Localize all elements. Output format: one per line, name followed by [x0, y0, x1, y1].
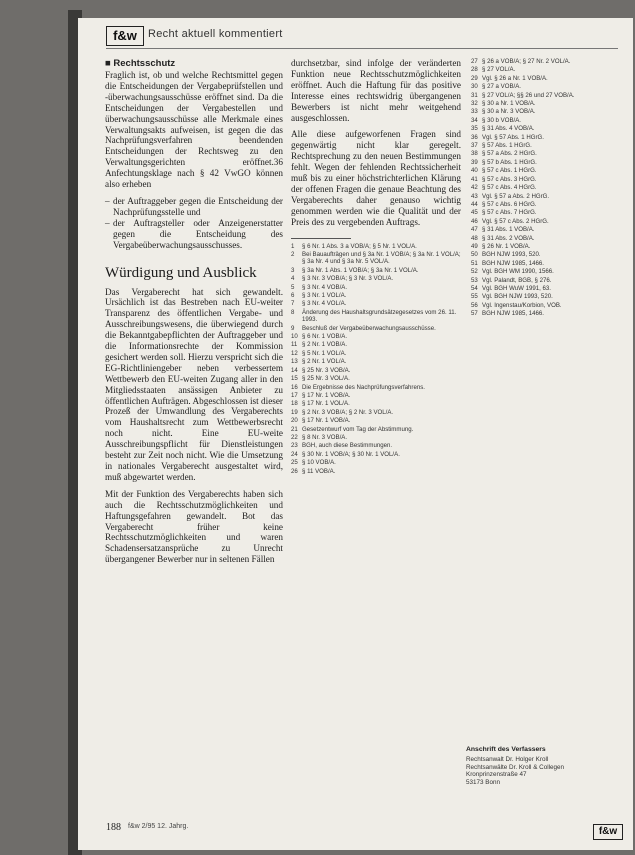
footnote — [471, 260, 621, 267]
footnote-text: § 17 Nr. 1 VOL/A. — [302, 400, 350, 408]
footnote-text: § 3a Nr. 1 Abs. 1 VOB/A; § 3a Nr. 1 VOL/A. — [302, 266, 419, 274]
footnote-number: 55 — [471, 293, 478, 301]
footnote — [291, 325, 461, 332]
footnote — [471, 150, 621, 157]
footnote-number: 32 — [471, 100, 478, 108]
footnote-number: 19 — [291, 408, 298, 416]
footnote-text: § 10 VOB/A. — [302, 459, 336, 467]
journal-logo: f&w — [106, 26, 144, 46]
footnote — [291, 442, 461, 449]
footnote-number: 44 — [471, 200, 478, 208]
footnote-number: 31 — [471, 91, 478, 99]
footnote-number: 38 — [471, 150, 478, 158]
footnote-number: 2 — [291, 251, 295, 258]
footnote-text: § 25 Nr. 3 VOL/A. — [302, 375, 350, 383]
footnote — [291, 367, 461, 374]
footnote-number: 25 — [291, 459, 298, 467]
footnote-number: 40 — [471, 167, 478, 175]
footnote-text: Die Ergebnisse des Nachprüfungsverfahrens. — [302, 383, 425, 391]
footnote-text: § 17 Nr. 1 VOB/A. — [302, 391, 351, 399]
footnote — [471, 293, 621, 300]
footnote-text: § 26 a VOB/A; § 27 Nr. 2 VOL/A. — [482, 58, 571, 65]
footnote-text: § 57 b Abs. 1 HGrG. — [482, 158, 537, 166]
journal-reference: f&w 2/95 12. Jahrg. — [128, 823, 189, 830]
footnote — [471, 142, 621, 149]
footnote-text: § 57 c Abs. 4 HGrG. — [482, 184, 537, 192]
footnote-number: 47 — [471, 226, 478, 234]
dash-list — [105, 196, 283, 251]
footnote-text: § 6 Nr. 1 Abs. 3 a VOB/A; § 5 Nr. 1 VOL/A. — [302, 242, 417, 250]
footnote-number: 33 — [471, 108, 478, 116]
footnote — [471, 167, 621, 174]
footnote-number: 30 — [471, 83, 478, 91]
footnote-text: § 31 Abs. 4 VOB/A. — [482, 125, 535, 133]
footnote-text: § 11 VOB/A. — [302, 467, 336, 475]
paragraph: Mit der Funktion des Vergaberechts haben sich auch die Rechtsschutzmöglichkeiten und Haftungsgefahren gewandelt. Bot das Vergaberecht früher keine Rechtsschutzmöglichkeiten und waren Schadensersatzansprüche zu Unrecht übergangener Bewerber nur in seltenen Fällen — [105, 488, 283, 565]
footnote — [471, 125, 621, 132]
footnote-text: § 57 c Abs. 7 HGrG. — [482, 209, 537, 217]
footnote-text: § 8 Nr. 3 VOB/A. — [302, 433, 348, 441]
footnote — [471, 117, 621, 124]
footnote — [471, 58, 621, 65]
list-item: – der Auftragsteller oder Anzeigenerstatter gegen die Entscheidung des Vergabeüberwachungsausschusses. — [105, 218, 283, 251]
footnote — [471, 100, 621, 107]
footnote-number: 45 — [471, 209, 478, 217]
footnote — [471, 251, 621, 258]
footnote-number: 54 — [471, 284, 478, 292]
footnote-number: 9 — [291, 324, 295, 332]
footnote-number: 42 — [471, 184, 478, 192]
footnote-number: 36 — [471, 133, 478, 141]
footnote-text: § 26 Nr. 1 VOB/A. — [482, 242, 531, 250]
footnote — [291, 426, 461, 433]
footnote-text: Vgl. § 57 a Abs. 2 HGrG. — [482, 192, 550, 200]
footnote-text: § 3 Nr. 4 VOL/A. — [302, 300, 347, 308]
footnote-text: § 31 Abs. 2 VOB/A. — [482, 234, 535, 242]
footnote — [471, 92, 621, 99]
footnote-text: Gesetzentwurf vom Tag der Abstimmung. — [302, 425, 414, 433]
footnote-number: 11 — [291, 341, 298, 349]
footnote-number: 43 — [471, 192, 478, 200]
footnote — [291, 384, 461, 391]
paragraph: durchsetzbar, sind infolge der veränderten Funktion neue Rechtsschutzmöglichkeiten eröffnet. Auch die Haftung für das positive Interesse eines rechtswidrig übergangenen Bewerbers ist nicht mehr weitgehend ausgeschlossen. — [291, 58, 461, 123]
subheading-rechtsschutz: ■ Rechtsschutz — [105, 58, 176, 69]
column-left — [105, 58, 283, 571]
footnote-text: § 27 VOL/A; §§ 26 und 27 VOB/A. — [482, 91, 575, 99]
footnote-text: § 30 a Nr. 3 VOB/A. — [482, 108, 536, 116]
footnote — [291, 392, 461, 399]
footnote-number: 53 — [471, 276, 478, 284]
footnote — [291, 251, 461, 266]
footnote-text: Vgl. § 57 c Abs. 2 HGrG. — [482, 217, 549, 225]
footnote — [291, 459, 461, 466]
list-item: – der Auftraggeber gegen die Entscheidung der Nachprüfungsstelle und — [105, 196, 283, 218]
footnote — [471, 235, 621, 242]
footnote-number: 16 — [291, 383, 298, 391]
section-title: Recht aktuell kommentiert — [148, 28, 283, 40]
footnote — [471, 83, 621, 90]
footnote — [471, 75, 621, 82]
footnote-number: 12 — [291, 349, 298, 357]
footnote-number: 23 — [291, 442, 298, 450]
footnote-number: 57 — [471, 310, 478, 318]
footnote-text: § 30 Nr. 1 VOB/A; § 30 Nr. 1 VOL/A. — [302, 450, 400, 458]
footnote-number: 20 — [291, 417, 298, 425]
address-line: Kronprinzenstraße 47 — [466, 771, 527, 779]
footnote-text: § 5 Nr. 1 VOL/A. — [302, 349, 347, 357]
footnote-number: 7 — [291, 300, 295, 308]
footnote — [291, 243, 461, 250]
column-middle — [291, 58, 461, 476]
footnote-text: § 31 Abs. 1 VOB/A. — [482, 226, 535, 234]
footnote-text: § 57 Abs. 1 HGrG. — [482, 142, 532, 150]
footnote-text: § 6 Nr. 1 VOB/A. — [302, 333, 348, 341]
footnote-text: Vgl. BGH NJW 1993, 520. — [482, 293, 553, 301]
footnote-text: § 2 Nr. 3 VOB/A; § 2 Nr. 3 VOL/A. — [302, 408, 394, 416]
footnote-text: Vgl. Palandt, BGB, § 276. — [482, 276, 552, 284]
footnote — [291, 300, 461, 307]
footnote — [291, 434, 461, 441]
footnote-divider — [291, 238, 351, 239]
footnote-number: 5 — [291, 283, 295, 291]
footnote-text: § 57 c Abs. 6 HGrG. — [482, 200, 537, 208]
footnote — [291, 333, 461, 340]
footnote-text: § 57 c Abs. 3 HGrG. — [482, 175, 537, 183]
address-line: 53173 Bonn — [466, 778, 500, 786]
footnote-number: 10 — [291, 333, 298, 341]
footnote — [471, 209, 621, 216]
footnote-text: § 30 b VOB/A. — [482, 116, 521, 124]
footnote-text: BGH NJW 1985, 1466. — [482, 259, 544, 267]
footnote-number: 56 — [471, 301, 478, 309]
footnote-text: § 57 c Abs. 1 HGrG. — [482, 167, 537, 175]
footnote — [291, 451, 461, 458]
footnote — [471, 193, 621, 200]
footnote — [291, 375, 461, 382]
footer-logo: f&w — [593, 824, 623, 840]
footnote — [471, 218, 621, 225]
footnote — [291, 341, 461, 348]
footnote — [471, 310, 621, 317]
footnote — [471, 184, 621, 191]
page-number: 188 — [106, 822, 121, 833]
paragraph: Alle diese aufgeworfenen Fragen sind gegenwärtig nicht klar geregelt. Rechtsprechung zu den neuen Bestimmungen fehlt. Wegen der fehlenden Rechtssicherheit muß bis zu einer höchstrichterlichen Klärung der offenen Fragen die genaue Beachtung des Vergaberechts daher genauso wichtig genommen werden wie die Qualität und der Preis des zu vergebenden Auftrags. — [291, 129, 461, 227]
footnote-number: 29 — [471, 74, 478, 82]
footnote — [291, 292, 461, 299]
footnote-number: 34 — [471, 116, 478, 124]
footnote-text: Vgl. BGH WuW 1991, 63. — [482, 284, 551, 292]
footnote — [291, 417, 461, 424]
footnote — [291, 409, 461, 416]
footnote-text: Vgl. Ingenstau/Korbion, VOB. — [482, 301, 562, 309]
footnote — [471, 285, 621, 292]
footnote-text: § 57 a Abs. 2 HGrG. — [482, 150, 537, 158]
footnote-number: 14 — [291, 366, 298, 374]
footnote-number: 27 — [471, 58, 478, 65]
running-header — [106, 24, 618, 49]
footnote-number: 46 — [471, 217, 478, 225]
footnote-number: 3 — [291, 266, 295, 274]
footnote-number: 37 — [471, 142, 478, 150]
footnote — [291, 267, 461, 274]
paragraph: Das Vergaberecht hat sich gewandelt. Ursächlich ist das Bestreben nach EU-weiter Transparenz des öffentlichen Vergabe- und Ausschreibungswesens, die überwiegend durch die Bekanntgabepflichten der Auftraggeber und die Informationsrechte der Kommission gesichert werden soll. Hierzu verspricht sich die EG-Richtliniengeber neben verbessertem Wettbewerb den EU-weiten Zugang aller in den Mitgliedsstaaten ansässigen Anbieter zu öffentlichen Aufträgen. Abgeschlossen ist dieser Prozeß der Umwandlung des Vergaberechts vom Haushaltsrecht zum Wettbewerbsrecht noch nicht. Eine EU-weite Ausschreibungspflicht für Dienstleistungen besteht zur Zeit noch nicht. Wie die Umsetzung in nationales Vergaberecht ausgestaltet wird, muß abgewartet werden. — [105, 286, 283, 482]
footnote — [471, 302, 621, 309]
footnote-number: 8 — [291, 308, 295, 316]
footnote-number: 24 — [291, 450, 298, 458]
footnote-number: 15 — [291, 375, 298, 383]
footnotes-middle — [291, 243, 461, 475]
footnote-text: Änderung des Haushaltsgrundsätzegesetzes vom 26. 11. 1993. — [302, 308, 457, 324]
footnote — [471, 277, 621, 284]
author-address — [466, 746, 616, 786]
footnote-text: § 3 Nr. 1 VOL/A. — [302, 292, 347, 300]
footnote — [471, 159, 621, 166]
footnote-text: BGH NJW 1985, 1466. — [482, 310, 544, 318]
footnote-text: § 3 Nr. 3 VOB/A; § 3 Nr. 3 VOL/A. — [302, 275, 394, 283]
footnote — [471, 108, 621, 115]
footnote — [471, 268, 621, 275]
paragraph: Fraglich ist, ob und welche Rechtsmittel gegen die Entscheidungen der Vergabeprüfstellen und -überwachungsausschüsse eröffnet sind. Da die Entscheidungen der Vergabestellen und überwachungsausschüsse alle Merkmale eines Verwaltungsakts aufweisen, ist gegen die das Nachprüfungsverfahren beendenden Entscheidungen der Rechtsweg zu den Verwaltungsgerichten eröffnet.36 Anfechtungsklage nach § 42 VwGO können also erheben — [105, 70, 283, 190]
footnote-text: Beschluß der Vergabeüberwachungsausschüsse. — [302, 324, 436, 332]
footnote-number: 51 — [471, 259, 478, 267]
footnote-number: 17 — [291, 391, 298, 399]
footnote — [291, 358, 461, 365]
footnote-text: § 2 Nr. 1 VOL/A. — [302, 358, 347, 366]
footnote-number: 4 — [291, 275, 295, 283]
address-line: Rechtsanwälte Dr. Kroll & Collegen — [466, 763, 564, 771]
footnote-number: 6 — [291, 292, 295, 300]
footnote — [471, 226, 621, 233]
footnote-text: BGH, auch diese Bestimmungen. — [302, 442, 393, 450]
footnote-text: § 3 Nr. 4 VOB/A. — [302, 283, 348, 291]
footnote-number: 35 — [471, 125, 478, 133]
footnote-number: 41 — [471, 175, 478, 183]
footnote — [471, 176, 621, 183]
footnote-text: BGH NJW 1993, 520. — [482, 251, 541, 259]
address-line: Rechtsanwalt Dr. Holger Kroll — [466, 756, 549, 763]
footnote-text: § 17 Nr. 1 VOB/A. — [302, 417, 351, 425]
footnote-number: 26 — [291, 467, 298, 475]
footnote-number: 21 — [291, 425, 298, 433]
footnote-number: 28 — [471, 66, 478, 74]
footnote — [471, 134, 621, 141]
footnote — [291, 400, 461, 407]
footnote — [291, 309, 461, 324]
footnote-number: 13 — [291, 358, 298, 366]
section-heading: Würdigung und Ausblick — [105, 264, 257, 281]
footnote-number: 1 — [291, 242, 295, 250]
document-page — [78, 18, 633, 850]
footnote-text: § 25 Nr. 3 VOB/A. — [302, 366, 351, 374]
footnote-text: Vgl. BGH WM 1990, 1566. — [482, 268, 554, 276]
footnote — [471, 66, 621, 73]
footnote-text: Vgl. § 57 Abs. 1 HGrG. — [482, 133, 544, 141]
footnote — [291, 350, 461, 357]
footnote-number: 50 — [471, 251, 478, 259]
footnote-text: § 27 a VOB/A. — [482, 83, 521, 91]
footnote-number: 18 — [291, 400, 298, 408]
footnote — [291, 275, 461, 282]
footnote-number: 48 — [471, 234, 478, 242]
footnote-text: § 30 a Nr. 1 VOB/A. — [482, 100, 536, 108]
footnote-text: § 2 Nr. 1 VOB/A. — [302, 341, 348, 349]
footnote-text: Vgl. § 26 a Nr. 1 VOB/A. — [482, 74, 548, 82]
footnote-number: 39 — [471, 158, 478, 166]
footnote-number: 52 — [471, 268, 478, 276]
author-address-title: Anschrift des Verfassers — [466, 746, 546, 753]
footnote-text: § 27 VOL/A. — [482, 66, 516, 74]
footnote — [291, 468, 461, 475]
footnote — [471, 201, 621, 208]
footnotes-right — [471, 58, 621, 318]
footnote-number: 22 — [291, 433, 298, 441]
footnote — [471, 243, 621, 250]
footnote-text: Bei Bauaufträgen und § 3a Nr. 1 VOB/A; § 3a Nr. 1 VOL/A; § 3a Nr. 4 und § 3a Nr. 5 VOL/A. — [302, 251, 461, 266]
column-right — [471, 58, 621, 319]
footnote — [291, 284, 461, 291]
footnote-number: 49 — [471, 242, 478, 250]
